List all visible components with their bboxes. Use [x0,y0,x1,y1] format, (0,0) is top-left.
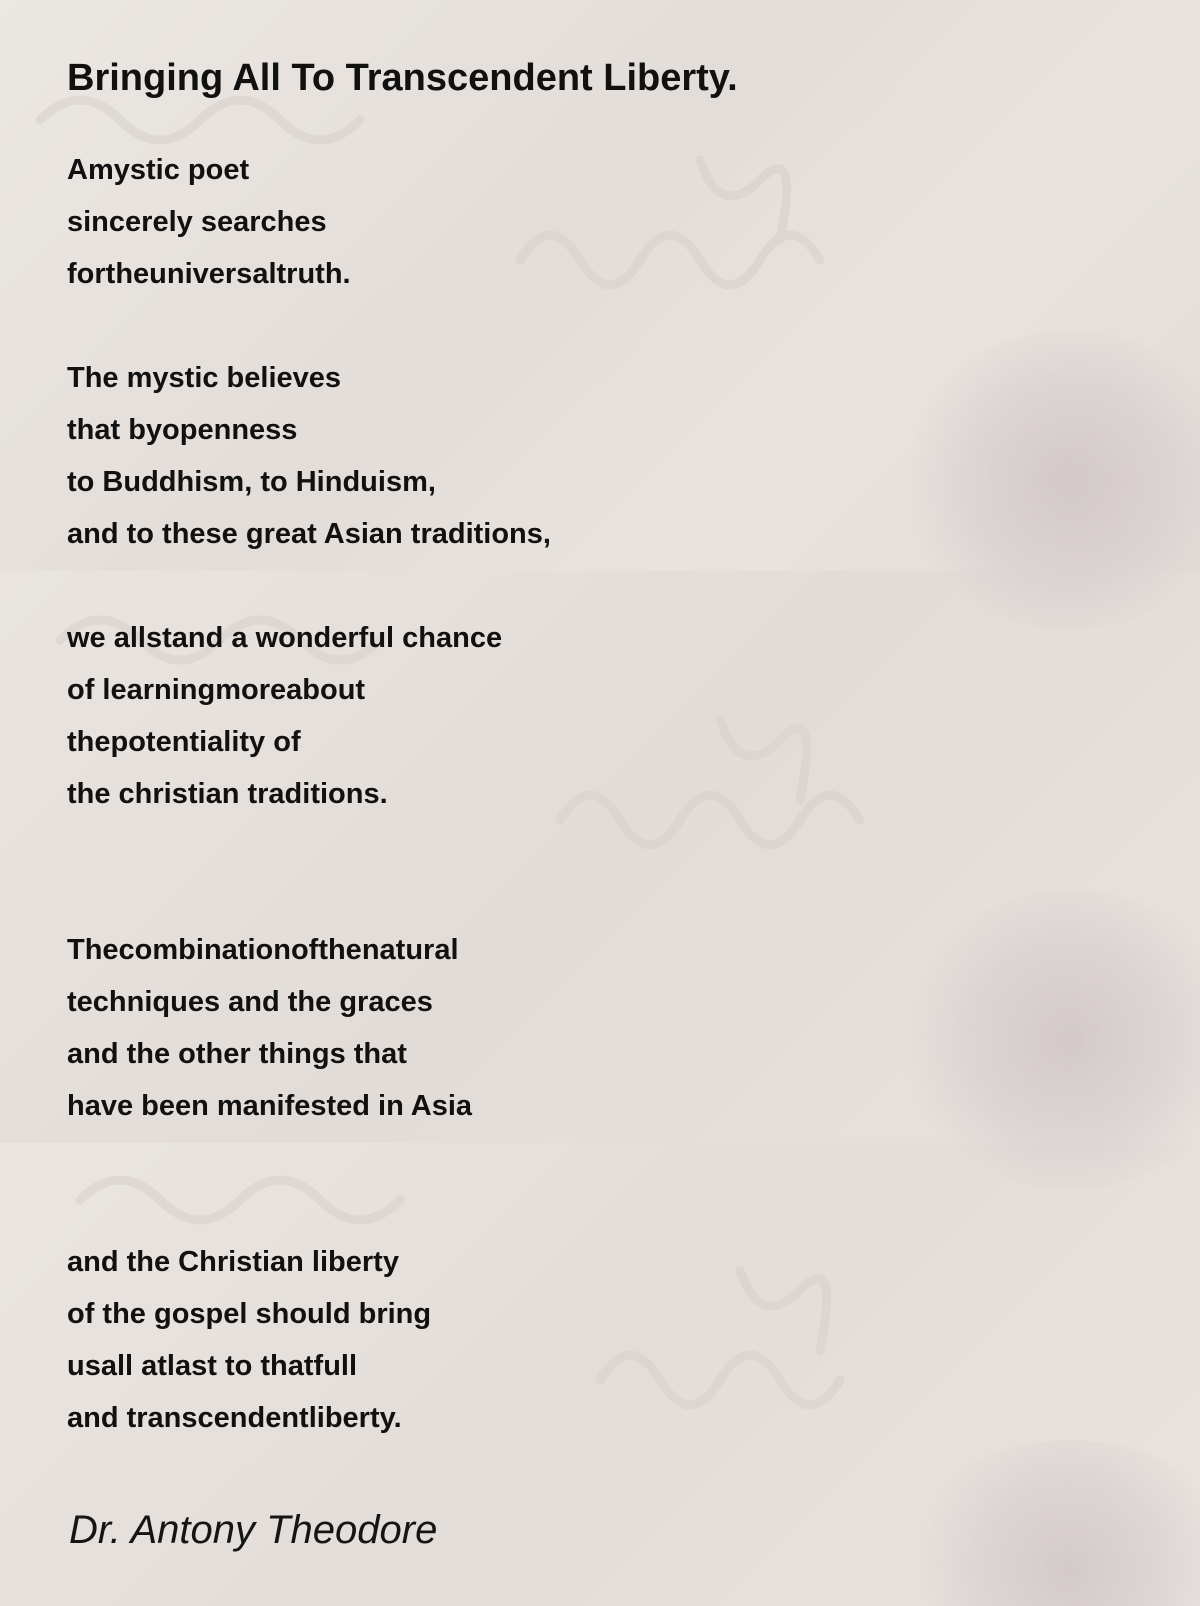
poem-line: to Buddhism, to Hinduism, [67,466,436,498]
poem-title: Bringing All To Transcendent Liberty. [67,57,738,99]
poem-line: Amystic poet [67,154,250,186]
poem-line: of the gospel should bring [67,1298,432,1330]
poem-author: Dr. Antony Theodore [69,1508,438,1552]
poem-line: usall atlast to thatfull [67,1350,358,1382]
poem-line: The mystic believes [67,362,342,394]
poem-line: techniques and the graces [67,986,433,1018]
poem-line: sincerely searches [67,206,327,238]
poem-line: fortheuniversaltruth. [67,258,351,290]
poem-line: and the Christian liberty [67,1246,399,1278]
poem-line: we allstand a wonderful chance [67,622,503,654]
poem-line: of learningmoreabout [67,674,366,706]
poem-line: and transcendentliberty. [67,1402,402,1434]
poem-line: have been manifested in Asia [67,1090,473,1122]
poem-line: Thecombinationofthenatural [67,934,459,966]
poem-line: and the other things that [67,1038,407,1070]
poem-line: and to these great Asian traditions, [67,518,551,550]
poem-line: the christian traditions. [67,778,388,810]
poem-line: that byopenness [67,414,298,446]
poem-line: thepotentiality of [67,726,301,758]
